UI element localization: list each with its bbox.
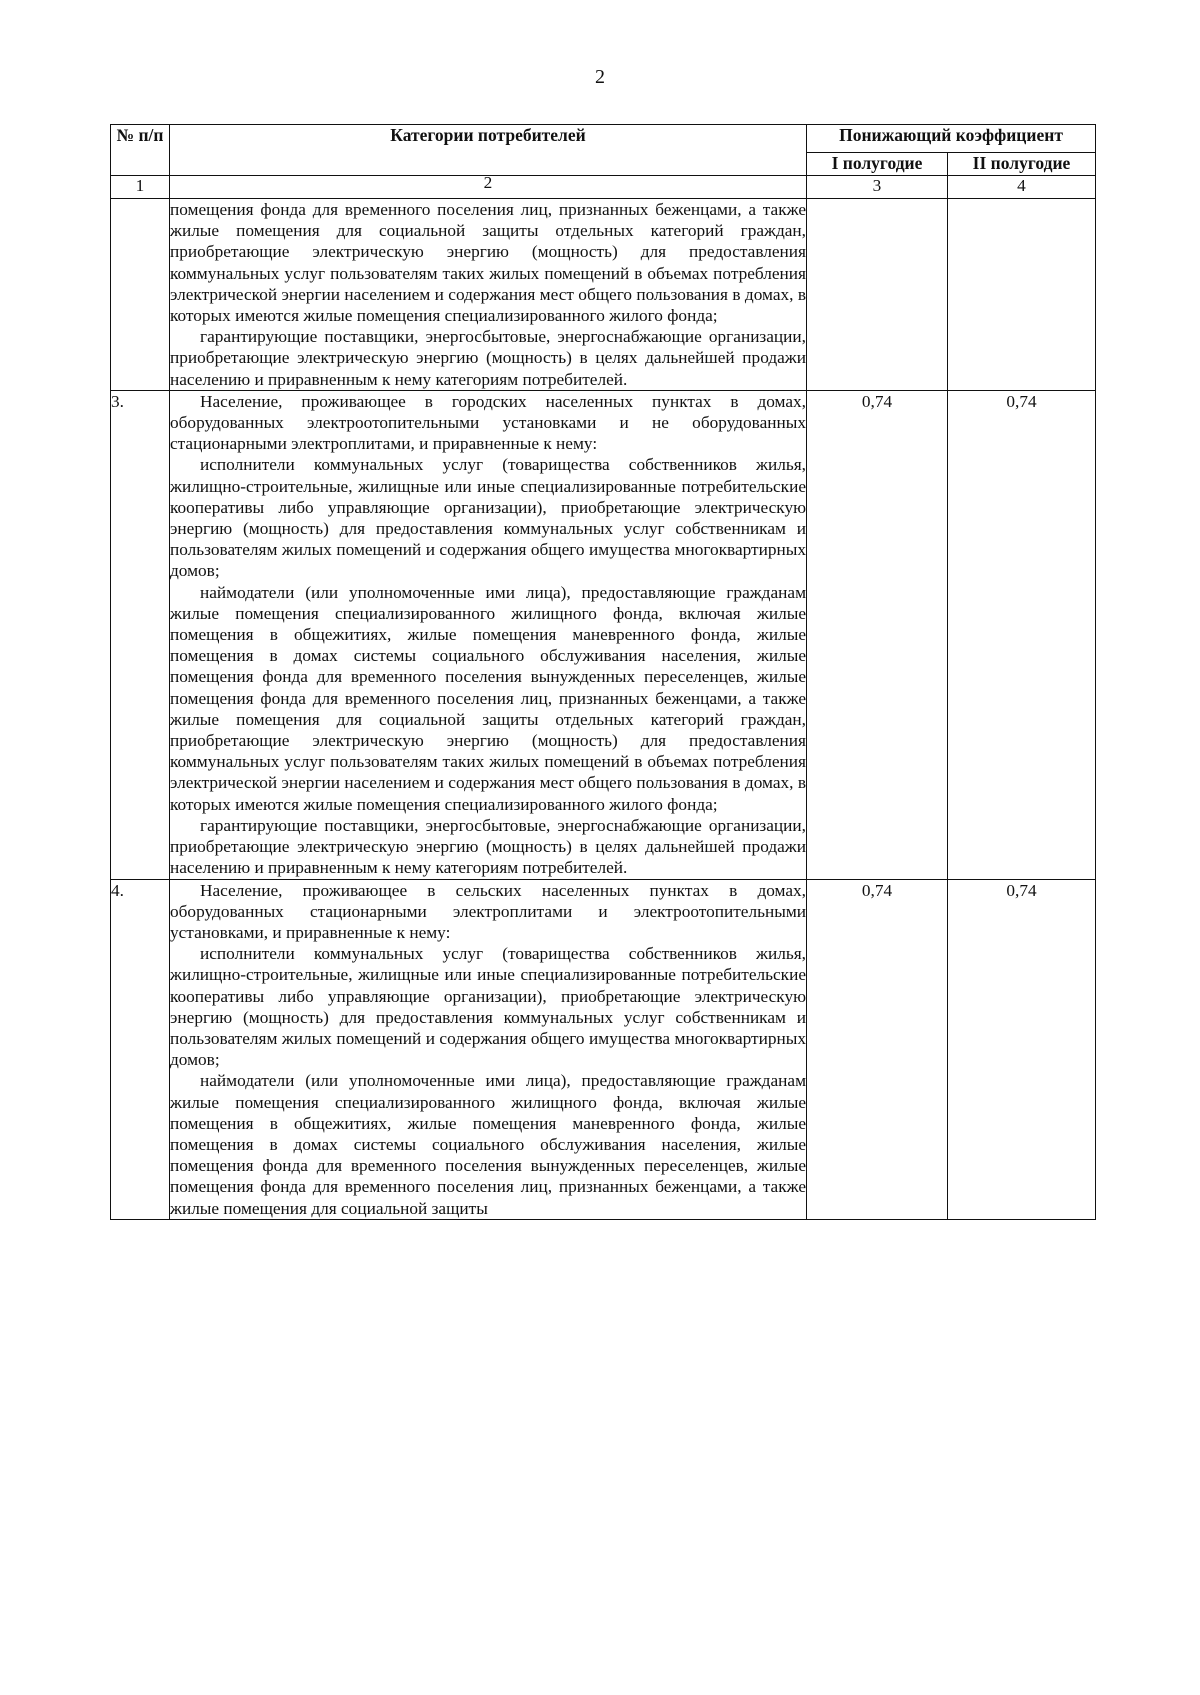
column-index-2: 2	[170, 176, 807, 199]
page-number: 2	[595, 66, 605, 88]
category-paragraph: исполнители коммунальных услуг (товарищества собственников жилья, жилищно-строительные, жилищные или иные специализированные потребительские кооперативы либо управляющие организации), приобретающие электрическую энергию (мощность) для предоставления коммунальных услуг собственникам и пользователям жилых помещений и содержания общего имущества многоквартирных домов;	[170, 455, 806, 581]
header-half1: I полугодие	[807, 153, 948, 176]
row-number: 3.	[111, 390, 170, 879]
category-paragraph: гарантирующие поставщики, энергосбытовые, энергоснабжающие организации, приобретающие электрическую энергию (мощность) в целях дальнейшей продажи населению и приравненным к нему категориям потребителей.	[170, 815, 806, 878]
row-half1-value: 0,74	[807, 390, 948, 879]
row-category	[170, 199, 807, 391]
table-row	[111, 199, 1096, 391]
category-paragraph: наймодатели (или уполномоченные ими лица), предоставляющие гражданам жилые помещения специализированного жилищного фонда, включая жилые помещения в общежитиях, жилые помещения маневренного фонда, жилые помещения в домах системы социального обслуживания населения, жилые помещения фонда для временного поселения вынужденных переселенцев, жилые помещения фонда для временного поселения лиц, признанных беженцами, а также жилые помещения для социальной защиты отдельных категорий граждан, приобретающие электрическую энергию (мощность) для предоставления коммунальных услуг пользователям таких жилых помещений в объемах потребления электрической энергии населением и содержания мест общего пользования в домах, в которых имеются жилые помещения специализированного жилого фонда;	[170, 582, 806, 814]
row-half1-value	[807, 199, 948, 391]
column-index-1: 1	[111, 176, 170, 199]
column-index-3: 3	[807, 176, 948, 199]
table-row	[111, 390, 1096, 879]
header-coefficient: Понижающий коэффициент	[807, 125, 1096, 153]
row-half1-value: 0,74	[807, 879, 948, 1219]
header-num: № п/п	[111, 125, 170, 176]
header-category: Категории потребителей	[170, 125, 807, 176]
row-number	[111, 199, 170, 391]
category-paragraph: Население, проживающее в городских населенных пунктах в домах, оборудованных электроотопительными установками и не оборудованных стационарными электроплитами, и приравненные к нему:	[170, 391, 806, 454]
row-half2-value: 0,74	[948, 390, 1096, 879]
header-half2: II полугодие	[948, 153, 1096, 176]
row-number: 4.	[111, 879, 170, 1219]
category-paragraph: помещения фонда для временного поселения лиц, признанных беженцами, а также жилые помещения для социальной защиты отдельных категорий граждан, приобретающие электрическую энергию (мощность) для предоставления коммунальных услуг пользователям таких жилых помещений в объемах потребления электрической энергии населением и содержания мест общего пользования в домах, в которых имеются жилые помещения специализированного жилого фонда;	[170, 200, 806, 326]
row-category	[170, 879, 807, 1219]
row-half2-value: 0,74	[948, 879, 1096, 1219]
category-paragraph: Население, проживающее в сельских населенных пунктах в домах, оборудованных стационарными электроплитами и электроотопительными установками, и приравненные к нему:	[170, 880, 806, 942]
column-index-4: 4	[948, 176, 1096, 199]
table-row	[111, 879, 1096, 1219]
category-paragraph: наймодатели (или уполномоченные ими лица), предоставляющие гражданам жилые помещения специализированного жилищного фонда, включая жилые помещения в общежитиях, жилые помещения маневренного фонда, жилые помещения в домах системы социального обслуживания населения, жилые помещения фонда для временного поселения вынужденных переселенцев, жилые помещения фонда для временного поселения лиц, признанных беженцами, а также жилые помещения для социальной защиты	[170, 1071, 806, 1218]
row-half2-value	[948, 199, 1096, 391]
category-paragraph: исполнители коммунальных услуг (товарищества собственников жилья, жилищно-строительные, жилищные или иные специализированные потребительские кооперативы либо управляющие организации), приобретающие электрическую энергию (мощность) для предоставления коммунальных услуг собственникам и пользователям жилых помещений и содержания общего имущества многоквартирных домов;	[170, 944, 806, 1070]
category-paragraph: гарантирующие поставщики, энергосбытовые, энергоснабжающие организации, приобретающие электрическую энергию (мощность) в целях дальнейшей продажи населению и приравненным к нему категориям потребителей.	[170, 327, 806, 389]
coefficient-table	[110, 124, 1096, 1220]
row-category	[170, 390, 807, 879]
